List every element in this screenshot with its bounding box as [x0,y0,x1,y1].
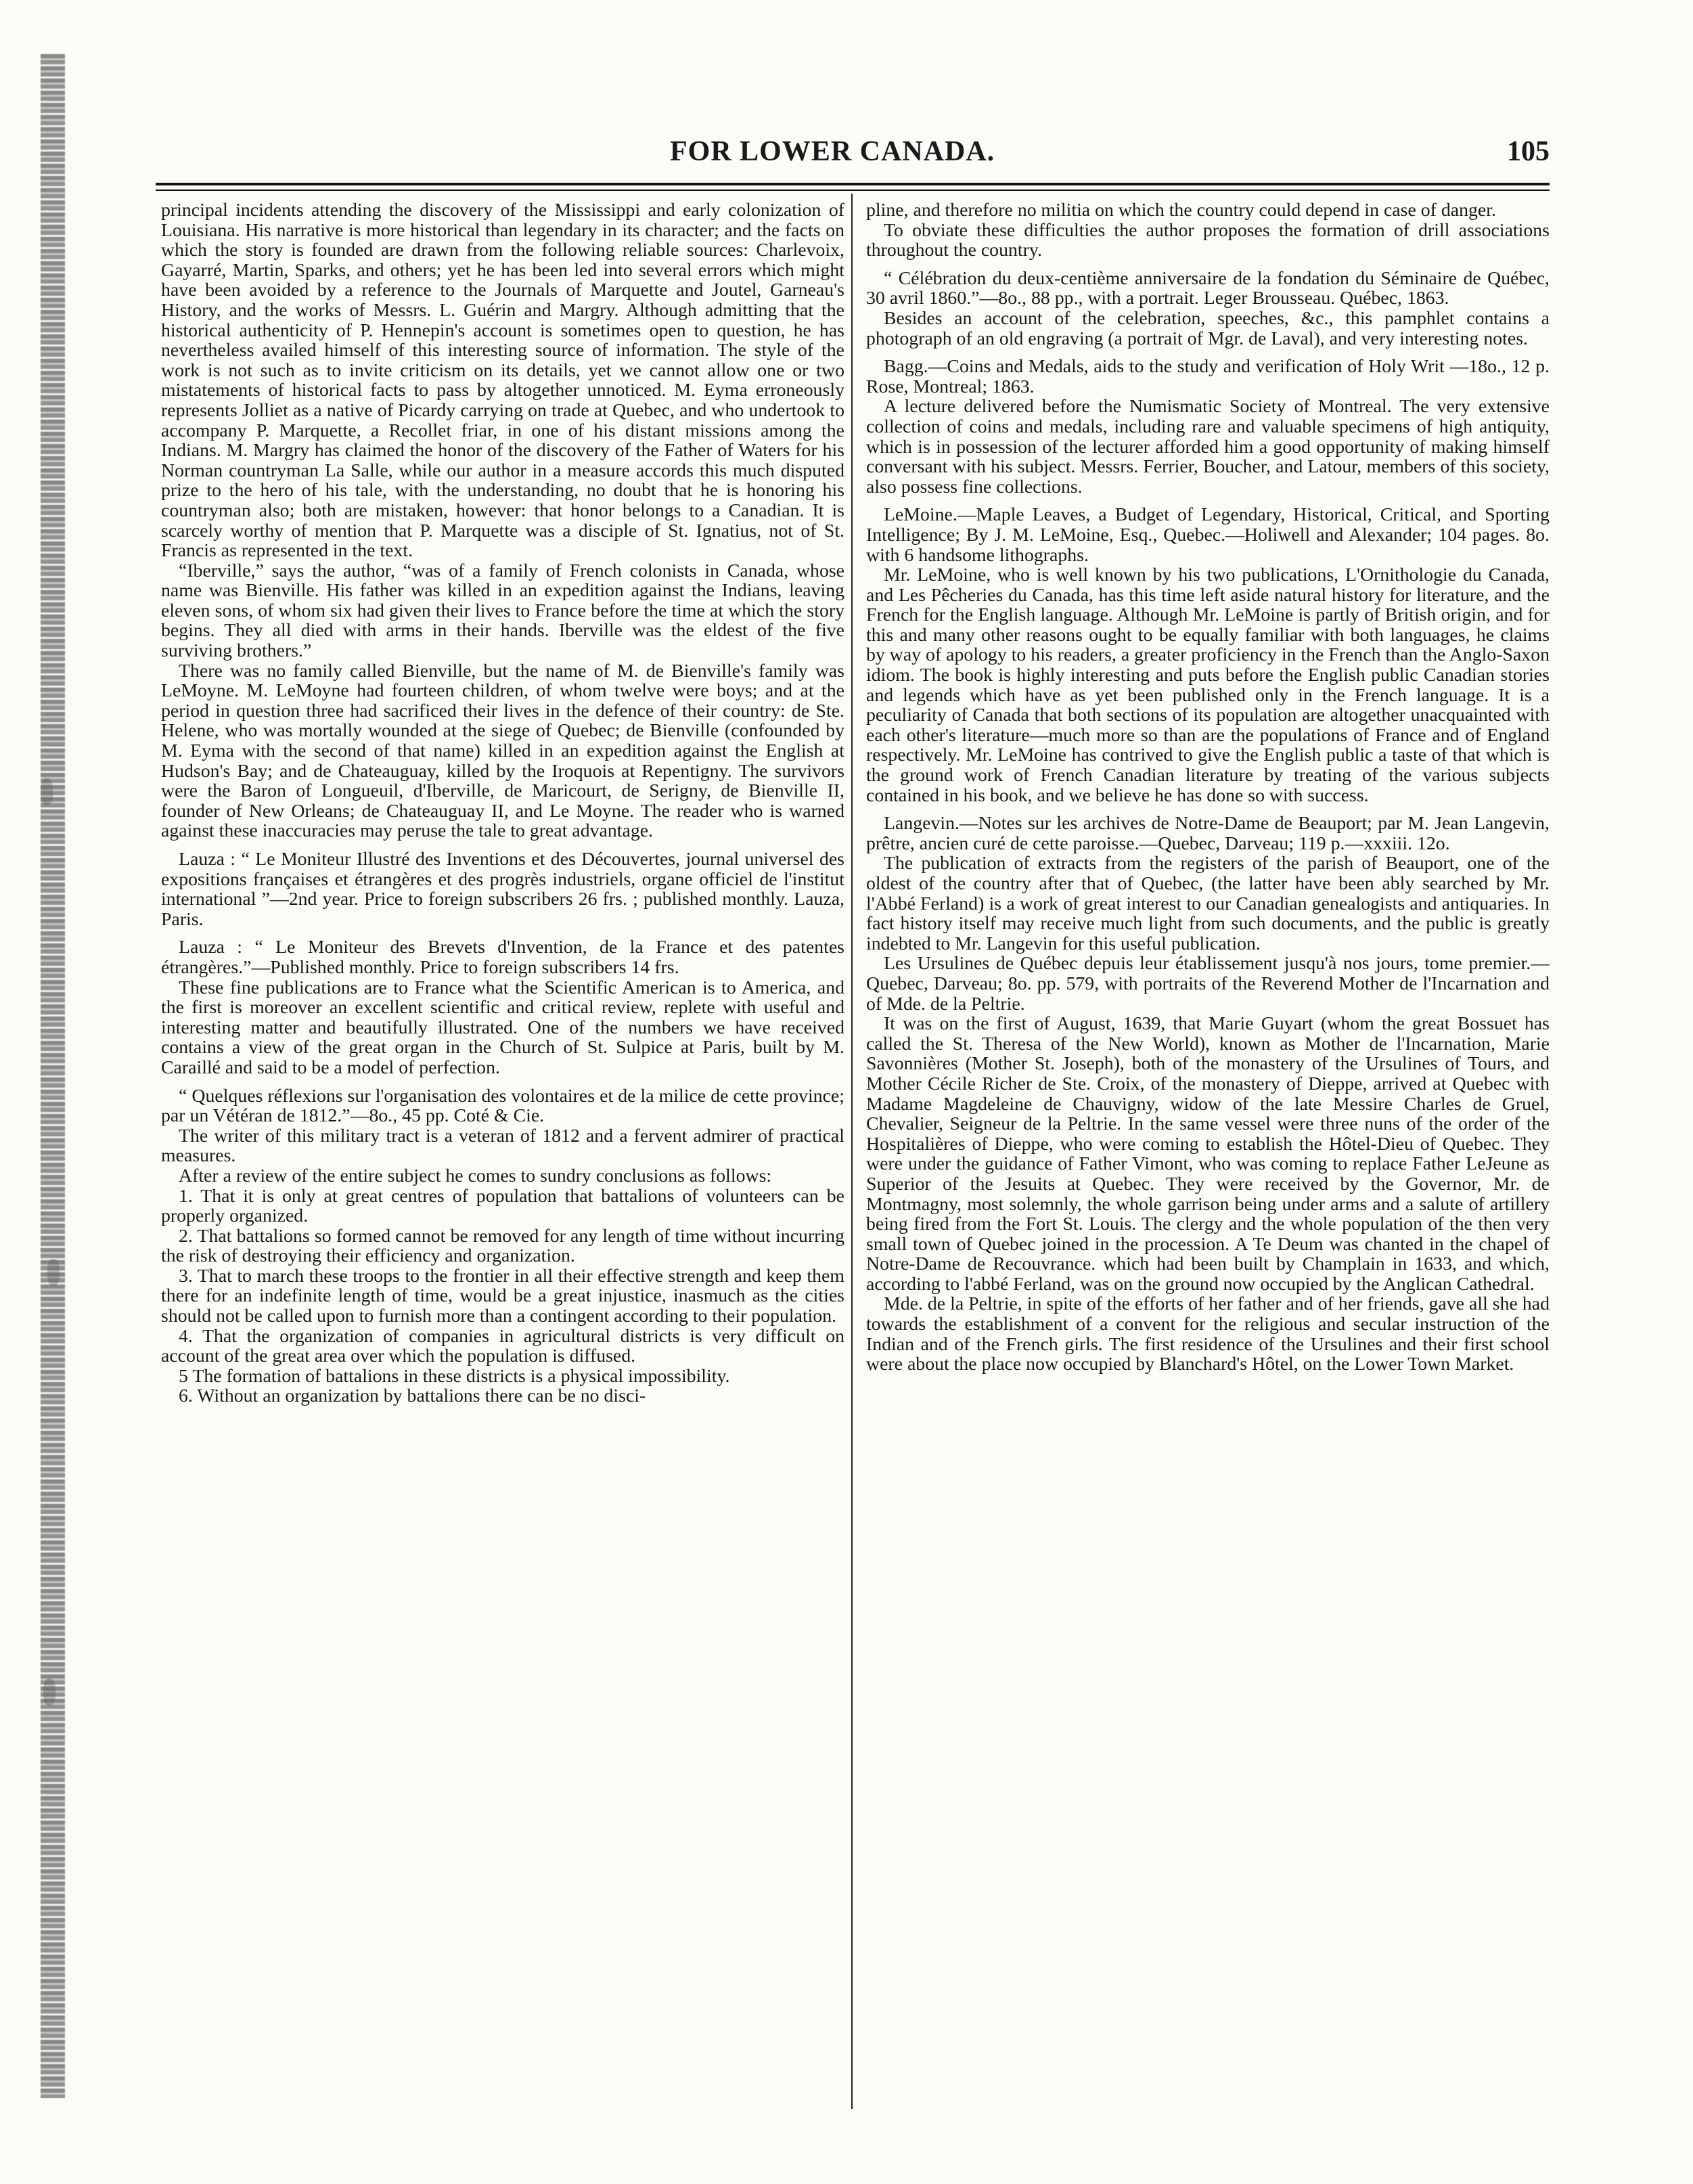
bibliographic-entry: Lauza : “ Le Moniteur Illustré des Inventions et des Découvertes, journal universel des expositions françaises et étrangères et des progrès industriels, organe officiel de l'institut international ”—2nd year. Price to foreign subscribers 26 frs. ; published monthly. Lauza, Paris. [161,849,844,930]
ink-blot [47,1259,60,1286]
paragraph: There was no family called Bienville, but the name of M. de Bienville's family was LeMoyne. M. LeMoyne had fourteen children, of whom twelve were boys; and at the period in question three had sacrificed their lives in the defence of their country: de Ste. Helene, who was mortally wounded at the siege of Quebec; de Bienville (confounded by M. Eyma with the second of that name) killed in an expedition against the English at Hudson's Bay; and de Chateauguay, killed by the Iroquois at Repentigny. The survivors were the Baron of Longueuil, d'Iberville, de Maricourt, de Serigny, de Bienville II, founder of New Orleans; de Chateauguay II, and Le Moyne. The reader who is warned against these inaccuracies may peruse the tale to great advantage. [161,660,844,842]
paragraph: These fine publications are to France what the Scientific American is to America, and the first is moreover an excellent scientific and critical review, replete with useful and interesting matter and beautifully illustrated. One of the numbers we have received contains a view of the great organ in the Church of St. Sulpice at Paris, built by M. Caraillé and said to be a model of perfection. [161,977,844,1078]
list-item: 3. That to march these troops to the frontier in all their effective strength and keep them there for an indefinite length of time, would be a great injustice, inasmuch as the cities should not be called upon to furnish more than a contingent according to their population. [161,1265,844,1327]
list-item: 1. That it is only at great centres of population that battalions of volunteers can be properly organized. [161,1185,844,1227]
page-binding-edge [41,54,65,2098]
paragraph: “Iberville,” says the author, “was of a family of French colonists in Canada, whose name was Bienville. His father was killed in an expedition against the Indians, leaving eleven sons, of whom six had given their lives to France before the time at which the story begins. They all died with arms in their hands. Iberville was the eldest of the five surviving brothers.” [161,560,844,662]
paragraph: pline, and therefore no militia on which the country could depend in case of danger. [866,200,1496,221]
paragraph: Besides an account of the celebration, speeches, &c., this pamphlet contains a photograph of an old engraving (a portrait of Mgr. de Laval), and very interesting notes. [866,307,1550,349]
header-rule-thick [156,183,1550,185]
paragraph: principal incidents attending the discovery of the Mississippi and early colonization of Louisiana. His narrative is more historical than legendary in its character; and the facts on which the story is founded are drawn from the following reliable sources: Charlevoix, Gayarré, Martin, Sparks, and others; yet he has been led into several errors which might have been avoided by a reference to the Journals of Marquette and Joutel, Garneau's History, and the works of Messrs. L. Guérin and Margry. Although admitting that the historical authenticity of P. Hennepin's account is sometimes open to question, he has nevertheless availed himself of this interesting source of information. The style of the work is not such as to invite criticism on its details, yet we cannot allow one or two mistatements of historical facts to pass by altogether unnoticed. M. Eyma erroneously represents Jolliet as a native of Picardy carrying on trade at Quebec, and who undertook to accompany P. Marquette, a Recollet friar, in one of his distant missions among the Indians. M. Margry has claimed the honor of the discovery of the Father of Waters for his Norman countryman La Salle, while our author in a measure accords this much disputed prize to the hero of his tale, with the understanding, no doubt that he is honoring his countryman also; both are mistaken, however: that honor belongs to a Canadian. It is scarcely worthy of mention that P. Marquette was a disciple of St. Ignatius, not of St. Francis as represented in the text. [161,200,844,562]
bibliographic-entry: LeMoine.—Maple Leaves, a Budget of Legendary, Historical, Critical, and Sporting Intelligence; By J. M. LeMoine, Esq., Quebec.—Holiwell and Alexander; 104 pages. 8o. with 6 handsome lithographs. [866,504,1550,566]
paragraph: A lecture delivered before the Numismatic Society of Montreal. The very extensive collection of coins and medals, including rare and valuable specimens of high antiquity, which is in possession of the lecturer afforded him a good opportunity of making himself conversant with his subject. Messrs. Ferrier, Boucher, and Latour, members of this society, also possess fine collections. [866,396,1550,497]
paragraph: The publication of extracts from the registers of the parish of Beauport, one of the oldest of the country after that of Quebec, (the latter have been ably searched by Mr. l'Abbé Ferland) is a work of great interest to our Canadian genealogists and antiquaries. In fact history itself may receive much light from such documents, and the public is greatly indebted to Mr. Langevin for this useful publication. [866,853,1550,954]
right-column [866,200,1550,2116]
paragraph: The writer of this military tract is a veteran of 1812 and a fervent admirer of practical measures. [161,1125,844,1167]
paragraph: Mde. de la Peltrie, in spite of the efforts of her father and of her friends, gave all she had towards the establishment of a convent for the religious and secular instruction of the Indian and of the French girls. The first residence of the Ursulines and their first school were about the place now occupied by Blanchard's Hôtel, on the Lower Town Market. [866,1293,1550,1375]
paragraph: It was on the first of August, 1639, that Marie Guyart (whom the great Bossuet has called the St. Theresa of the New World), known as Mother de l'Incarnation, Marie Savonnières (Mother St. Joseph), both of the monastery of the Ursulines of Tours, and Mother Cécile Richer de Ste. Croix, of the monastery of Dieppe, arrived at Quebec with Madame Magdeleine de Chauvigny, widow of the late Messire Charles de Gruel, Chevalier, Seigneur de la Peltrie. In the same vessel were three nuns of the order of the Hospitalières of Dieppe, who were coming to establish the Hôtel-Dieu of Quebec. They were under the guidance of Father Vimont, who was coming to replace Father LeJeune as Superior of the Jesuits at Quebec. They were received by the Governor, Mr. de Montmagny, most solemnly, the whole garrison being under arms and a salute of artillery being fired from the Fort St. Louis. The clergy and the whole population of the then very small town of Quebec joined in the procession. A Te Deum was chanted in the chapel of Notre-Dame de Recouvrance. which had been built by Champlain in 1633, and which, according to l'abbé Ferland, was on the ground now occupied by the Anglican Cathedral. [866,1013,1550,1295]
bibliographic-entry: “ Célébration du deux-centième anniversaire de la fondation du Séminaire de Québec, 30 avril 1860.”—8o., 88 pp., with a portrait. Leger Brousseau. Québec, 1863. [866,267,1550,309]
bibliographic-entry: “ Quelques réflexions sur l'organisation des volontaires et de la milice de cette province; par un Vétéran de 1812.”—8o., 45 pp. Coté & Cie. [161,1085,844,1127]
list-item: 4. That the organization of companies in agricultural districts is very difficult on account of the great area over which the population is diffused. [161,1325,844,1367]
bibliographic-entry: Lauza : “ Le Moniteur des Brevets d'Invention, de la France et des patentes étrangères.”—Published monthly. Price to foreign subscribers 14 frs. [161,937,844,978]
list-item: 6. Without an organization by battalions there can be no disci- [179,1385,646,1407]
paragraph: To obviate these difficulties the author proposes the formation of drill associations throughout the country. [866,219,1550,261]
page-number: 105 [1507,136,1550,167]
list-item: 2. That battalions so formed cannot be removed for any length of time without incurring the risk of destroying their efficiency and organization. [161,1225,844,1267]
header-rule-thin [156,190,1550,191]
column-divider [851,194,853,2109]
bibliographic-entry: Bagg.—Coins and Medals, aids to the study and verification of Holy Writ —18o., 12 p. Rose, Montreal; 1863. [866,356,1550,397]
left-column [161,200,844,2116]
bibliographic-entry: Langevin.—Notes sur les archives de Notre-Dame de Beauport; par M. Jean Langevin, prêtre, ancien curé de cette paroisse.—Quebec, Darveau; 119 p.—xxxiii. 12o. [866,813,1550,854]
paragraph: Mr. LeMoine, who is well known by his two publications, L'Ornithologie du Canada, and Les Pêcheries du Canada, has this time left aside natural history for literature, and the French for the English language. Although Mr. LeMoine is partly of British origin, and for this and many other reasons ought to be equally familiar with both languages, he claims by way of apology to his readers, a greater proficiency in the French than the Anglo-Saxon idiom. The book is highly interesting and puts before the English public Canadian stories and legends which have as yet been published only in the French language. It is a peculiarity of Canada that both sections of its population are altogether unacquainted with each other's literature—much more so than are the populations of France and of England respectively. Mr. LeMoine has contrived to give the English public a taste of that which is the ground work of French Canadian literature by treating of the various subjects contained in his book, and we believe he has done so with success. [866,564,1550,806]
list-item: 5 The formation of battalions in these districts is a physical impossibility. [179,1365,730,1387]
running-head: FOR LOWER CANADA. [670,136,995,167]
paragraph: After a review of the entire subject he comes to sundry conclusions as follows: [179,1165,772,1186]
ink-blot [43,1678,55,1706]
page-header [156,135,1550,176]
ink-blot [41,778,53,805]
bibliographic-entry: Les Ursulines de Québec depuis leur établissement jusqu'à nos jours, tome premier.—Quebec, Darveau; 8o. pp. 579, with portraits of the Reverend Mother de l'Incarnation and of Mde. de la Peltrie. [866,953,1550,1015]
